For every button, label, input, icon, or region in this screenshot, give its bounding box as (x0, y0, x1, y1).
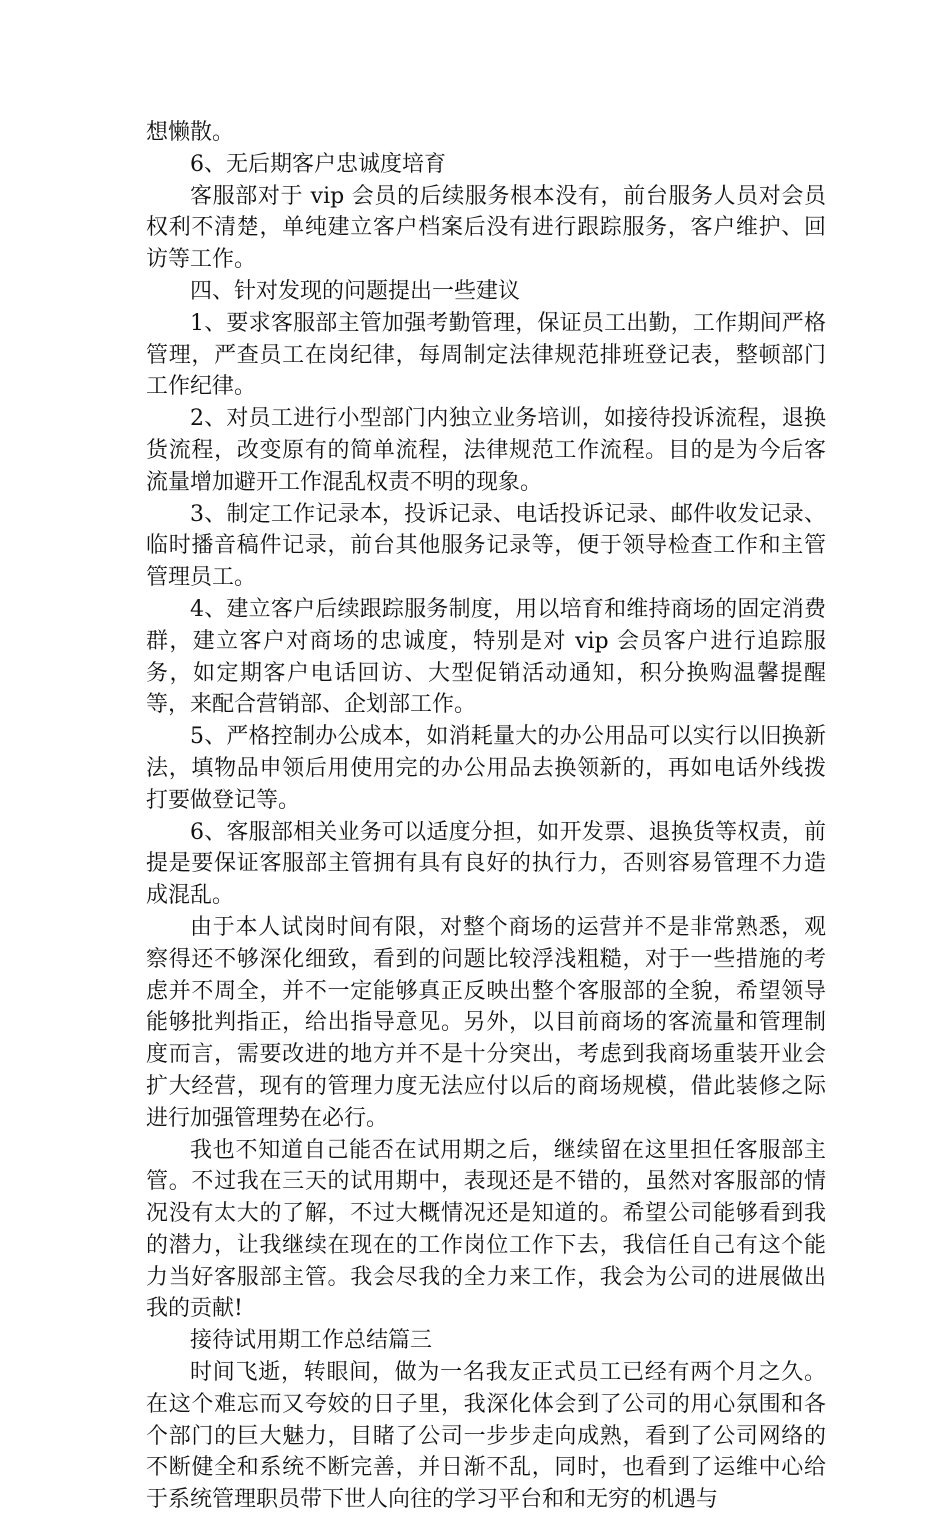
suggestion-item-5: 5、严格控制办公成本，如消耗量大的办公用品可以实行以旧换新法，填物品申领后用使用完的办公用品去换领新的，再如电话外线拨打要做登记等。 (146, 724, 826, 813)
paragraph-reflection: 由于本人试岗时间有限，对整个商场的运营并不是非常熟悉，观察得还不够深化细致，看到的问题比较浮浅粗糙，对于一些措施的考虑并不周全，并不一定能够真正反映出整个客服部的全貌，希望领导能够批判指正，给出指导意见。另外，以目前商场的客流量和管理制度而言，需要改进的地方并不是十分突出，考虑到我商场重装开业会扩大经营，现有的管理力度无法应付以后的商场规模，借此装修之际进行加强管理势在必行。 (146, 914, 826, 1131)
paragraph-issue-6-heading: 6、无后期客户忠诚度培育 (190, 151, 446, 177)
suggestion-item-4: 4、建立客户后续跟踪服务制度，用以培育和维持商场的固定消费群，建立客户对商场的忠诚度，特别是对 vip 会员客户进行追踪服务，如定期客户电话回访、大型促销活动通知，积分换购温馨提醒等，来配合营销部、企划部工作。 (146, 596, 826, 718)
suggestion-item-3: 3、制定工作记录本，投诉记录、电话投诉记录、邮件收发记录、临时播音稿件记录，前台其他服务记录等，便于领导检查工作和主管管理员工。 (146, 501, 826, 591)
paragraph-part-three-body: 时间飞逝，转眼间，做为一名我友正式员工已经有两个月之久。在这个难忘而又夸姣的日子里，我深化体会到了公司的用心氛围和各个部门的巨大魅力，目睹了公司一步步走向成熟，看到了公司网络的不断健全和系统不断完善，并日渐不乱，同时，也看到了运维中心给于系统管理职员带下世人向往的学习平台和和无穷的机遇与 (146, 1360, 826, 1513)
paragraph-issue-6-body: 客服部对于 vip 会员的后续服务根本没有，前台服务人员对会员权利不清楚，单纯建立客户档案后没有进行跟踪服务，客户维护、回访等工作。 (146, 183, 826, 273)
paragraph-continuation: 想懒散。 (146, 120, 235, 145)
suggestion-item-1: 1、要求客服部主管加强考勤管理，保证员工出勤，工作期间严格管理，严查员工在岗纪律，每周制定法律规范排班登记表，整顿部门工作纪律。 (146, 310, 826, 400)
section-heading-suggestions: 四、针对发现的问题提出一些建议 (190, 278, 521, 304)
document-page (146, 117, 826, 1516)
suggestion-item-6: 6、客服部相关业务可以适度分担，如开发票、退换货等权责，前提是要保证客服部主管拥有具有良好的执行力，否则容易管理不力造成混乱。 (146, 819, 826, 909)
paragraph-closing: 我也不知道自己能否在试用期之后，继续留在这里担任客服部主管。不过我在三天的试用期中，表现还是不错的，虽然对客服部的情况没有太大的了解，不过大概情况还是知道的。希望公司能够看到我的潜力，让我继续在现在的工作岗位工作下去，我信任自己有这个能力当好客服部主管。我会尽我的全力来工作，我会为公司的进展做出我的贡献! (146, 1137, 826, 1322)
section-title-part-three: 接待试用期工作总结篇三 (190, 1328, 433, 1354)
suggestion-item-2: 2、对员工进行小型部门内独立业务培训，如接待投诉流程，退换货流程，改变原有的简单流程，法律规范工作流程。目的是为今后客流量增加避开工作混乱权责不明的现象。 (146, 406, 826, 495)
